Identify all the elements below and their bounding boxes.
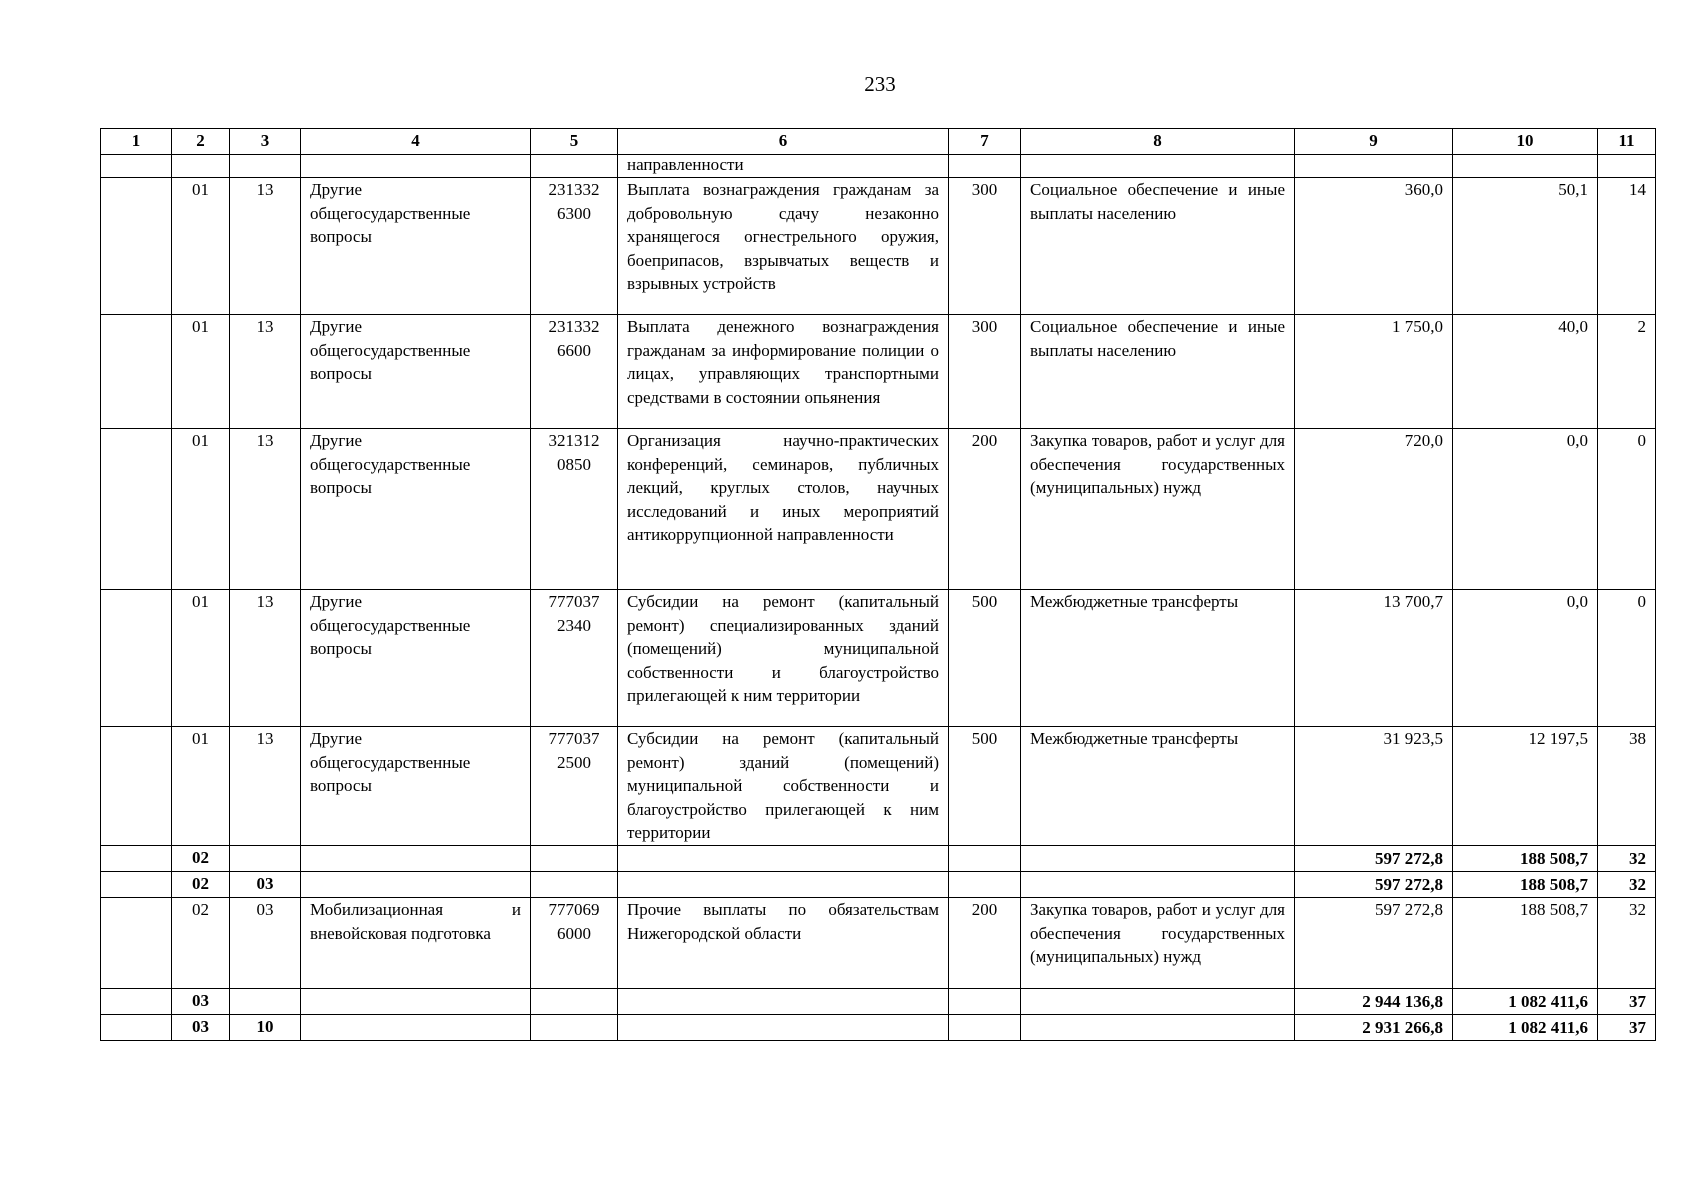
code-cell: 777037 2340 bbox=[531, 590, 618, 727]
percent-cell: 37 bbox=[1598, 988, 1656, 1014]
subsection-cell: 13 bbox=[230, 727, 301, 846]
page-number: 233 bbox=[864, 72, 896, 96]
plan-cell: 360,0 bbox=[1295, 178, 1453, 315]
percent-cell: 0 bbox=[1598, 590, 1656, 727]
name-cell: Другие общегосударственные вопросы bbox=[301, 590, 531, 727]
percent-cell: 37 bbox=[1598, 1014, 1656, 1040]
section-cell: 03 bbox=[172, 1014, 230, 1040]
type-name-cell: Социальное обеспечение и иные выплаты населению bbox=[1021, 178, 1295, 315]
type-name-cell: Межбюджетные трансферты bbox=[1021, 727, 1295, 846]
subsection-cell bbox=[230, 988, 301, 1014]
purpose-cell: Субсидии на ремонт (капитальный ремонт) специализированных зданий (помещений) муниципальной собственности и благоустройство прилегающей к ним территории bbox=[618, 590, 949, 727]
percent-cell: 38 bbox=[1598, 727, 1656, 846]
subsection-cell: 13 bbox=[230, 178, 301, 315]
percent-cell: 14 bbox=[1598, 178, 1656, 315]
type-code-cell: 500 bbox=[949, 727, 1021, 846]
section-cell: 01 bbox=[172, 590, 230, 727]
type-code-cell: 300 bbox=[949, 315, 1021, 429]
executed-cell: 40,0 bbox=[1453, 315, 1598, 429]
column-number-row bbox=[101, 129, 1656, 155]
plan-cell: 13 700,7 bbox=[1295, 590, 1453, 727]
name-cell: Другие общегосударственные вопросы bbox=[301, 727, 531, 846]
subsection-cell: 10 bbox=[230, 1014, 301, 1040]
purpose-cell: Прочие выплаты по обязательствам Нижегородской области bbox=[618, 897, 949, 988]
column-header: 9 bbox=[1295, 129, 1453, 155]
subsection-cell: 13 bbox=[230, 315, 301, 429]
subsection-cell: 13 bbox=[230, 429, 301, 590]
section-cell: 03 bbox=[172, 988, 230, 1014]
section-cell: 01 bbox=[172, 315, 230, 429]
code-cell: 321312 0850 bbox=[531, 429, 618, 590]
plan-cell: 2 944 136,8 bbox=[1295, 988, 1453, 1014]
continuation-row bbox=[101, 155, 1656, 178]
plan-cell: 1 750,0 bbox=[1295, 315, 1453, 429]
percent-cell: 2 bbox=[1598, 315, 1656, 429]
purpose-cell: Субсидии на ремонт (капитальный ремонт) зданий (помещений) муниципальной собственности и благоустройство прилегающей к ним территории bbox=[618, 727, 949, 846]
table-row bbox=[101, 315, 1656, 429]
type-code-cell: 300 bbox=[949, 178, 1021, 315]
column-header: 6 bbox=[618, 129, 949, 155]
percent-cell: 32 bbox=[1598, 871, 1656, 897]
section-cell: 02 bbox=[172, 897, 230, 988]
code-cell: 777037 2500 bbox=[531, 727, 618, 846]
subsection-cell bbox=[230, 845, 301, 871]
column-header: 5 bbox=[531, 129, 618, 155]
budget-table bbox=[100, 128, 1656, 1041]
column-header: 10 bbox=[1453, 129, 1598, 155]
plan-cell: 597 272,8 bbox=[1295, 845, 1453, 871]
code-cell: 231332 6300 bbox=[531, 178, 618, 315]
type-name-cell: Межбюджетные трансферты bbox=[1021, 590, 1295, 727]
column-header: 11 bbox=[1598, 129, 1656, 155]
table-row bbox=[101, 897, 1656, 988]
subsection-cell: 13 bbox=[230, 590, 301, 727]
purpose-cell: Выплата вознаграждения гражданам за добровольную сдачу незаконно хранящегося огнестрельного оружия, боеприпасов, взрывчатых веществ и взрывных устройств bbox=[618, 178, 949, 315]
column-header: 7 bbox=[949, 129, 1021, 155]
subsection-cell: 03 bbox=[230, 871, 301, 897]
executed-cell: 188 508,7 bbox=[1453, 897, 1598, 988]
name-cell: Другие общегосударственные вопросы bbox=[301, 178, 531, 315]
table-row bbox=[101, 178, 1656, 315]
plan-cell: 720,0 bbox=[1295, 429, 1453, 590]
code-cell: 231332 6600 bbox=[531, 315, 618, 429]
total-row bbox=[101, 845, 1656, 871]
subsection-cell: 03 bbox=[230, 897, 301, 988]
name-cell: Другие общегосударственные вопросы bbox=[301, 315, 531, 429]
section-cell: 01 bbox=[172, 429, 230, 590]
executed-cell: 0,0 bbox=[1453, 429, 1598, 590]
column-header: 3 bbox=[230, 129, 301, 155]
total-row bbox=[101, 988, 1656, 1014]
section-cell: 02 bbox=[172, 845, 230, 871]
executed-cell: 1 082 411,6 bbox=[1453, 1014, 1598, 1040]
table-row bbox=[101, 727, 1656, 846]
type-name-cell: Закупка товаров, работ и услуг для обеспечения государственных (муниципальных) нужд bbox=[1021, 897, 1295, 988]
column-header: 2 bbox=[172, 129, 230, 155]
plan-cell: 31 923,5 bbox=[1295, 727, 1453, 846]
executed-cell: 188 508,7 bbox=[1453, 871, 1598, 897]
type-name-cell: Закупка товаров, работ и услуг для обеспечения государственных (муниципальных) нужд bbox=[1021, 429, 1295, 590]
type-code-cell: 200 bbox=[949, 429, 1021, 590]
purpose-cell: направленности bbox=[618, 155, 949, 178]
purpose-cell: Организация научно-практических конференций, семинаров, публичных лекций, круглых столов, научных исследований и иных мероприятий антикоррупционной направленности bbox=[618, 429, 949, 590]
plan-cell: 597 272,8 bbox=[1295, 897, 1453, 988]
type-code-cell: 500 bbox=[949, 590, 1021, 727]
percent-cell: 0 bbox=[1598, 429, 1656, 590]
total-row bbox=[101, 1014, 1656, 1040]
name-cell: Другие общегосударственные вопросы bbox=[301, 429, 531, 590]
executed-cell: 188 508,7 bbox=[1453, 845, 1598, 871]
plan-cell: 2 931 266,8 bbox=[1295, 1014, 1453, 1040]
table-row bbox=[101, 429, 1656, 590]
section-cell: 01 bbox=[172, 727, 230, 846]
column-header: 8 bbox=[1021, 129, 1295, 155]
total-row bbox=[101, 871, 1656, 897]
executed-cell: 1 082 411,6 bbox=[1453, 988, 1598, 1014]
code-cell: 777069 6000 bbox=[531, 897, 618, 988]
percent-cell: 32 bbox=[1598, 897, 1656, 988]
executed-cell: 50,1 bbox=[1453, 178, 1598, 315]
name-cell: Мобилизационная и вневойсковая подготовка bbox=[301, 897, 531, 988]
table-row bbox=[101, 590, 1656, 727]
section-cell: 02 bbox=[172, 871, 230, 897]
executed-cell: 0,0 bbox=[1453, 590, 1598, 727]
column-header: 4 bbox=[301, 129, 531, 155]
plan-cell: 597 272,8 bbox=[1295, 871, 1453, 897]
section-cell: 01 bbox=[172, 178, 230, 315]
purpose-cell: Выплата денежного вознаграждения гражданам за информирование полиции о лицах, управляющих транспортными средствами в состоянии опьянения bbox=[618, 315, 949, 429]
executed-cell: 12 197,5 bbox=[1453, 727, 1598, 846]
type-name-cell: Социальное обеспечение и иные выплаты населению bbox=[1021, 315, 1295, 429]
percent-cell: 32 bbox=[1598, 845, 1656, 871]
column-header: 1 bbox=[101, 129, 172, 155]
type-code-cell: 200 bbox=[949, 897, 1021, 988]
